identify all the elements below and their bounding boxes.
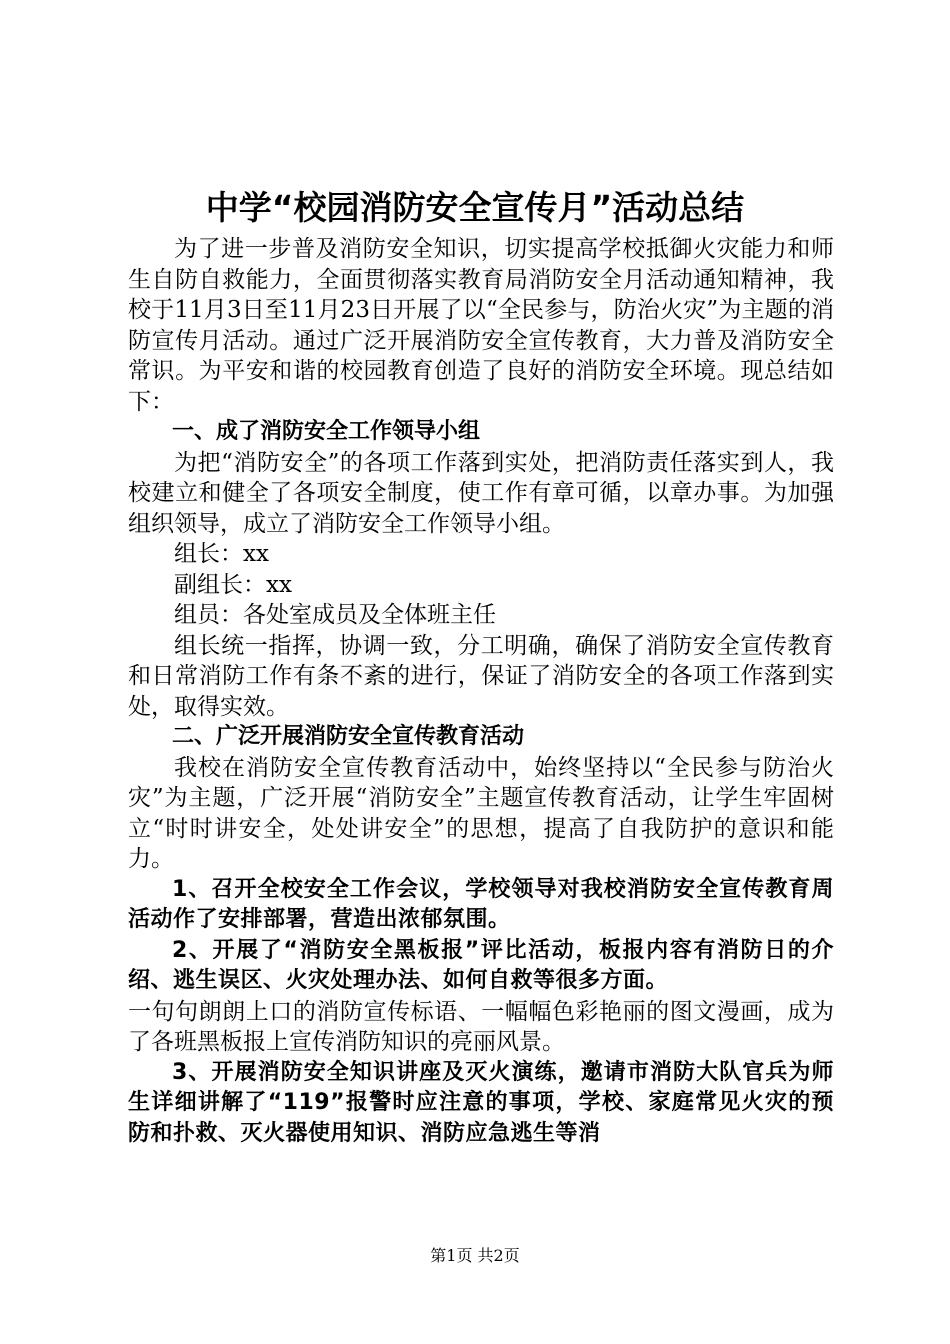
document-body	[128, 234, 834, 1149]
item-3-paragraph: 3、开展消防安全知识讲座及灭火演练，邀请市消防大队官兵为师生详细讲解了“119”报警时应注意的事项，学校、家庭常见火灾的预防和扑救、灭火器使用知识、消防应急逃生等消	[128, 1059, 834, 1146]
item-2-continuation-paragraph: 一句句朗朗上口的消防宣传标语、一幅幅色彩艳丽的图文漫画，成为了各班黑板报上宣传消防知识的亮丽风景。	[128, 998, 834, 1055]
item-2-paragraph: 2、开展了“消防安全黑板报”评比活动，板报内容有消防日的介绍、逃生误区、火灾处理办法、如何自救等很多方面。	[128, 937, 834, 993]
section-heading-1: 一、成了消防安全工作领导小组	[172, 419, 481, 444]
document-title: 中学“校园消防安全宣传月”活动总结	[205, 188, 745, 227]
group-leader-line: 组长：xx	[174, 541, 269, 567]
intro-paragraph: 为了进一步普及消防安全知识，切实提高学校抵御火灾能力和师生自防自救能力，全面贯彻落实教育局消防安全月活动通知精神，我校于11月3日至11月23日开展了以“全民参与，防治火灾”为主题的消防宣传月活动。通过广泛开展消防安全宣传教育，大力普及消防安全常识。为平安和谐的校园教育创造了良好的消防安全环境。现总结如下：	[128, 236, 834, 415]
section-1-paragraph: 为把“消防安全”的各项工作落到实处，把消防责任落实到人，我校建立和健全了各项安全制度，使工作有章可循，以章办事。为加强组织领导，成立了消防安全工作领导小组。	[128, 449, 834, 537]
members-line: 组员：各处室成员及全体班主任	[174, 602, 496, 628]
section-2-paragraph: 我校在消防安全宣传教育活动中，始终坚持以“全民参与防治火灾”为主题，广泛开展“消防安全”主题宣传教育活动，让学生牢固树立“时时讲安全，处处讲安全”的思想，提高了自我防护的意识和能力。	[128, 754, 834, 872]
section-1-summary-paragraph: 组长统一指挥，协调一致，分工明确，确保了消防安全宣传教育和日常消防工作有条不紊的进行，保证了消防安全的各项工作落到实处，取得实效。	[128, 632, 834, 720]
deputy-leader-line: 副组长：xx	[174, 571, 292, 598]
item-1-paragraph: 1、召开全校安全工作会议，学校领导对我校消防安全宣传教育周活动作了安排部署，营造出浓郁氛围。	[128, 876, 834, 932]
section-heading-2: 二、广泛开展消防安全宣传教育活动	[172, 724, 525, 749]
page-footer: 第1页 共2页	[430, 1246, 520, 1265]
